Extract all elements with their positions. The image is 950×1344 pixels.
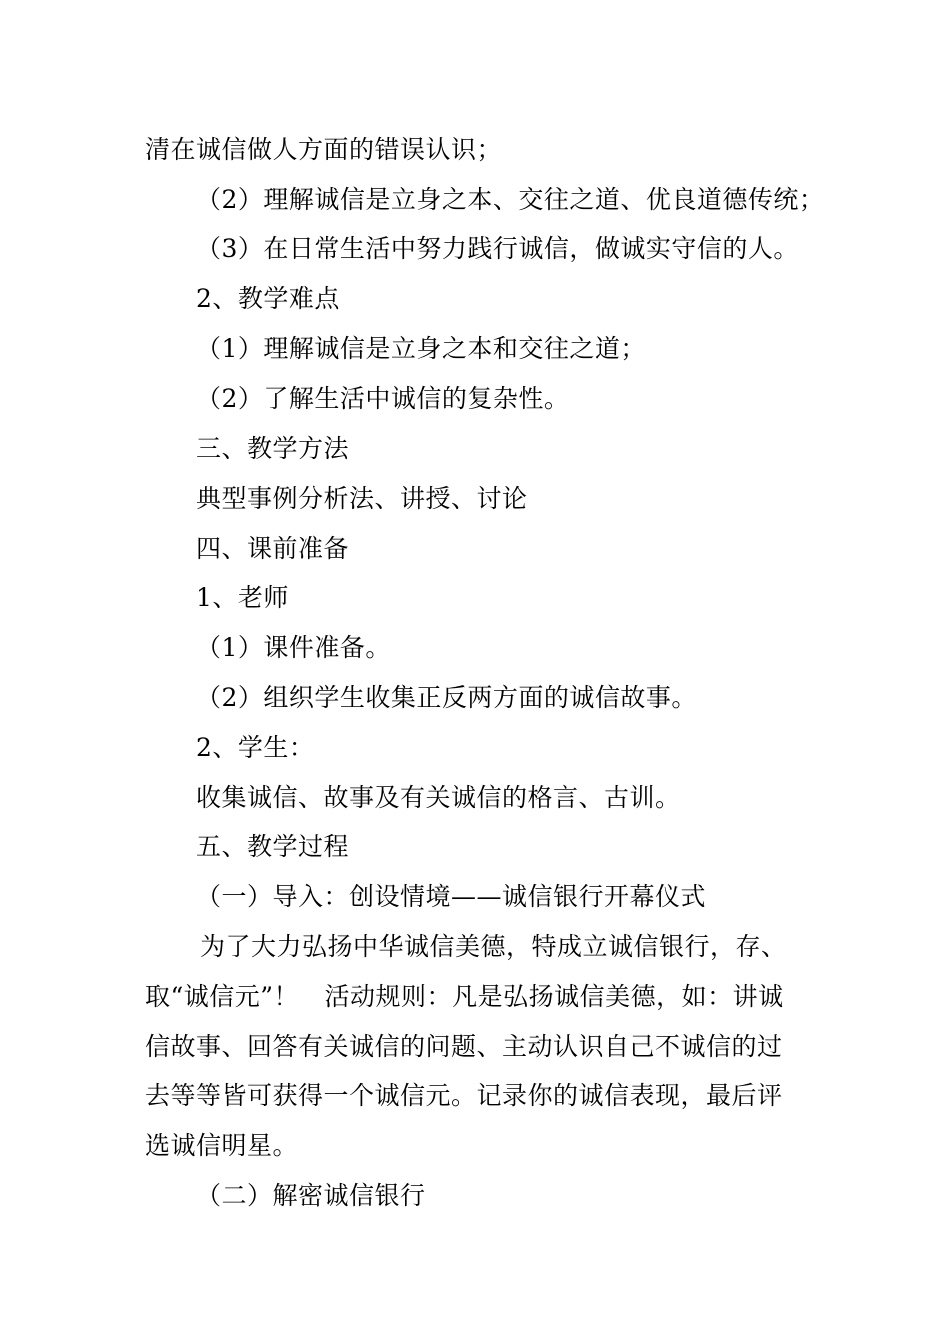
text-line-21: 选诚信明星。 <box>145 1131 299 1160</box>
text-line-1: 清在诚信做人方面的错误认识； <box>145 135 503 164</box>
text-line-17: 为了大力弘扬中华诚信美德，特成立诚信银行，存、 <box>200 932 787 961</box>
text-line-11: （1）课件准备。 <box>196 633 391 662</box>
text-line-4: 2、教学难点 <box>196 284 340 313</box>
text-line-14: 收集诚信、故事及有关诚信的格言、古训。 <box>196 783 681 812</box>
text-line-15: 五、教学过程 <box>196 832 350 861</box>
text-line-20: 去等等皆可获得一个诚信元。记录你的诚信表现，最后评 <box>145 1081 783 1110</box>
text-line-12: （2）组织学生收集正反两方面的诚信故事。 <box>196 683 697 712</box>
text-line-7: 三、教学方法 <box>196 434 350 463</box>
text-line-22: （二）解密诚信银行 <box>196 1181 426 1210</box>
text-line-16: （一）导入：创设情境——诚信银行开幕仪式 <box>196 882 707 911</box>
text-line-8: 典型事例分析法、讲授、讨论 <box>196 484 528 513</box>
text-line-3: （3）在日常生活中努力践行诚信，做诚实守信的人。 <box>196 234 799 263</box>
text-line-2: （2）理解诚信是立身之本、交往之道、优良道德传统； <box>196 185 825 214</box>
text-line-9: 四、课前准备 <box>196 534 350 563</box>
text-line-10: 1、老师 <box>196 583 289 612</box>
text-line-19: 信故事、回答有关诚信的问题、主动认识自己不诚信的过 <box>145 1032 783 1061</box>
text-line-13: 2、学生： <box>196 733 315 762</box>
text-line-6: （2）了解生活中诚信的复杂性。 <box>196 384 570 413</box>
text-line-18: 取“诚信元”！ 活动规则：凡是弘扬诚信美德，如：讲诚 <box>145 982 784 1011</box>
text-line-5: （1）理解诚信是立身之本和交往之道； <box>196 334 646 363</box>
